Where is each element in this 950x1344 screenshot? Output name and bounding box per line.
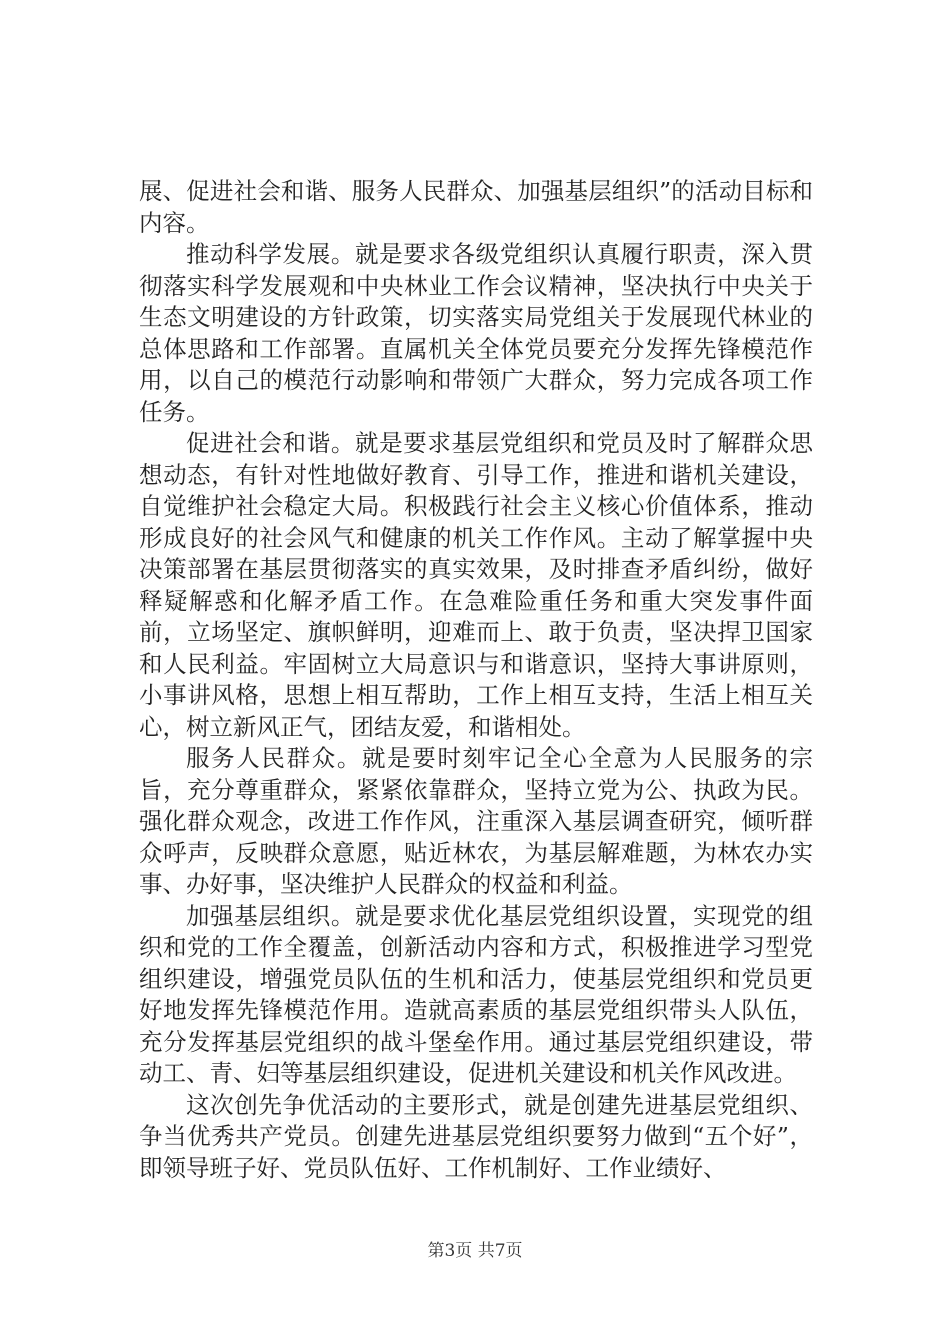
paragraph-promote-scientific-development: 推动科学发展。就是要求各级党组织认真履行职责，深入贯彻落实科学发展观和中央林业工作会议精神，坚决执行中央关于生态文明建设的方针政策，切实落实局党组关于发展现代林业的总体思路和工作部署。直属机关全体党员要充分发挥先锋模范作用，以自己的模范行动影响和带领广大群众，努力完成各项工作任务。 — [139, 240, 813, 426]
paragraph-promote-social-harmony: 促进社会和谐。就是要求基层党组织和党员及时了解群众思想动态，有针对性地做好教育、引导工作，推进和谐机关建设，自觉维护社会稳定大局。积极践行社会主义核心价值体系，推动形成良好的社会风气和健康的机关工作作风。主动了解掌握中央决策部署在基层贯彻落实的真实效果，及时排查矛盾纠纷，做好释疑解惑和化解矛盾工作。在急难险重任务和重大突发事件面前，立场坚定、旗帜鲜明，迎难而上、敢于负责，坚决捍卫国家和人民利益。牢固树立大局意识与和谐意识，坚持大事讲原则，小事讲风格，思想上相互帮助，工作上相互支持，生活上相互关心，树立新风正气，团结友爱，和谐相处。 — [139, 429, 813, 741]
paragraph-strengthen-grassroots: 加强基层组织。就是要求优化基层党组织设置，实现党的组织和党的工作全覆盖，创新活动内容和方式，积极推进学习型党组织建设，增强党员队伍的生机和活力，使基层党组织和党员更好地发挥先锋模范作用。造就高素质的基层党组织带头人队伍，充分发挥基层党组织的战斗堡垒作用。通过基层党组织建设，带动工、青、妇等基层组织建设，促进机关建设和机关作风改进。 — [139, 901, 813, 1087]
page-footer: 第3页 共7页 — [427, 1241, 523, 1261]
paragraph-main-forms: 这次创先争优活动的主要形式，就是创建先进基层党组织、争当优秀共产党员。创建先进基层党组织要努力做到“五个好”，即领导班子好、党员队伍好、工作机制好、工作业绩好、 — [139, 1090, 813, 1182]
paragraph-serve-the-people: 服务人民群众。就是要时刻牢记全心全意为人民服务的宗旨，充分尊重群众，紧紧依靠群众，坚持立党为公、执政为民。强化群众观念，改进工作作风，注重深入基层调查研究，倾听群众呼声，反映群众意愿，贴近林农，为基层解难题，为林农办实事、办好事，坚决维护人民群众的权益和利益。 — [139, 744, 813, 898]
paragraph-continuation: 展、促进社会和谐、服务人民群众、加强基层组织”的活动目标和内容。 — [139, 177, 813, 237]
document-body — [139, 176, 813, 1184]
